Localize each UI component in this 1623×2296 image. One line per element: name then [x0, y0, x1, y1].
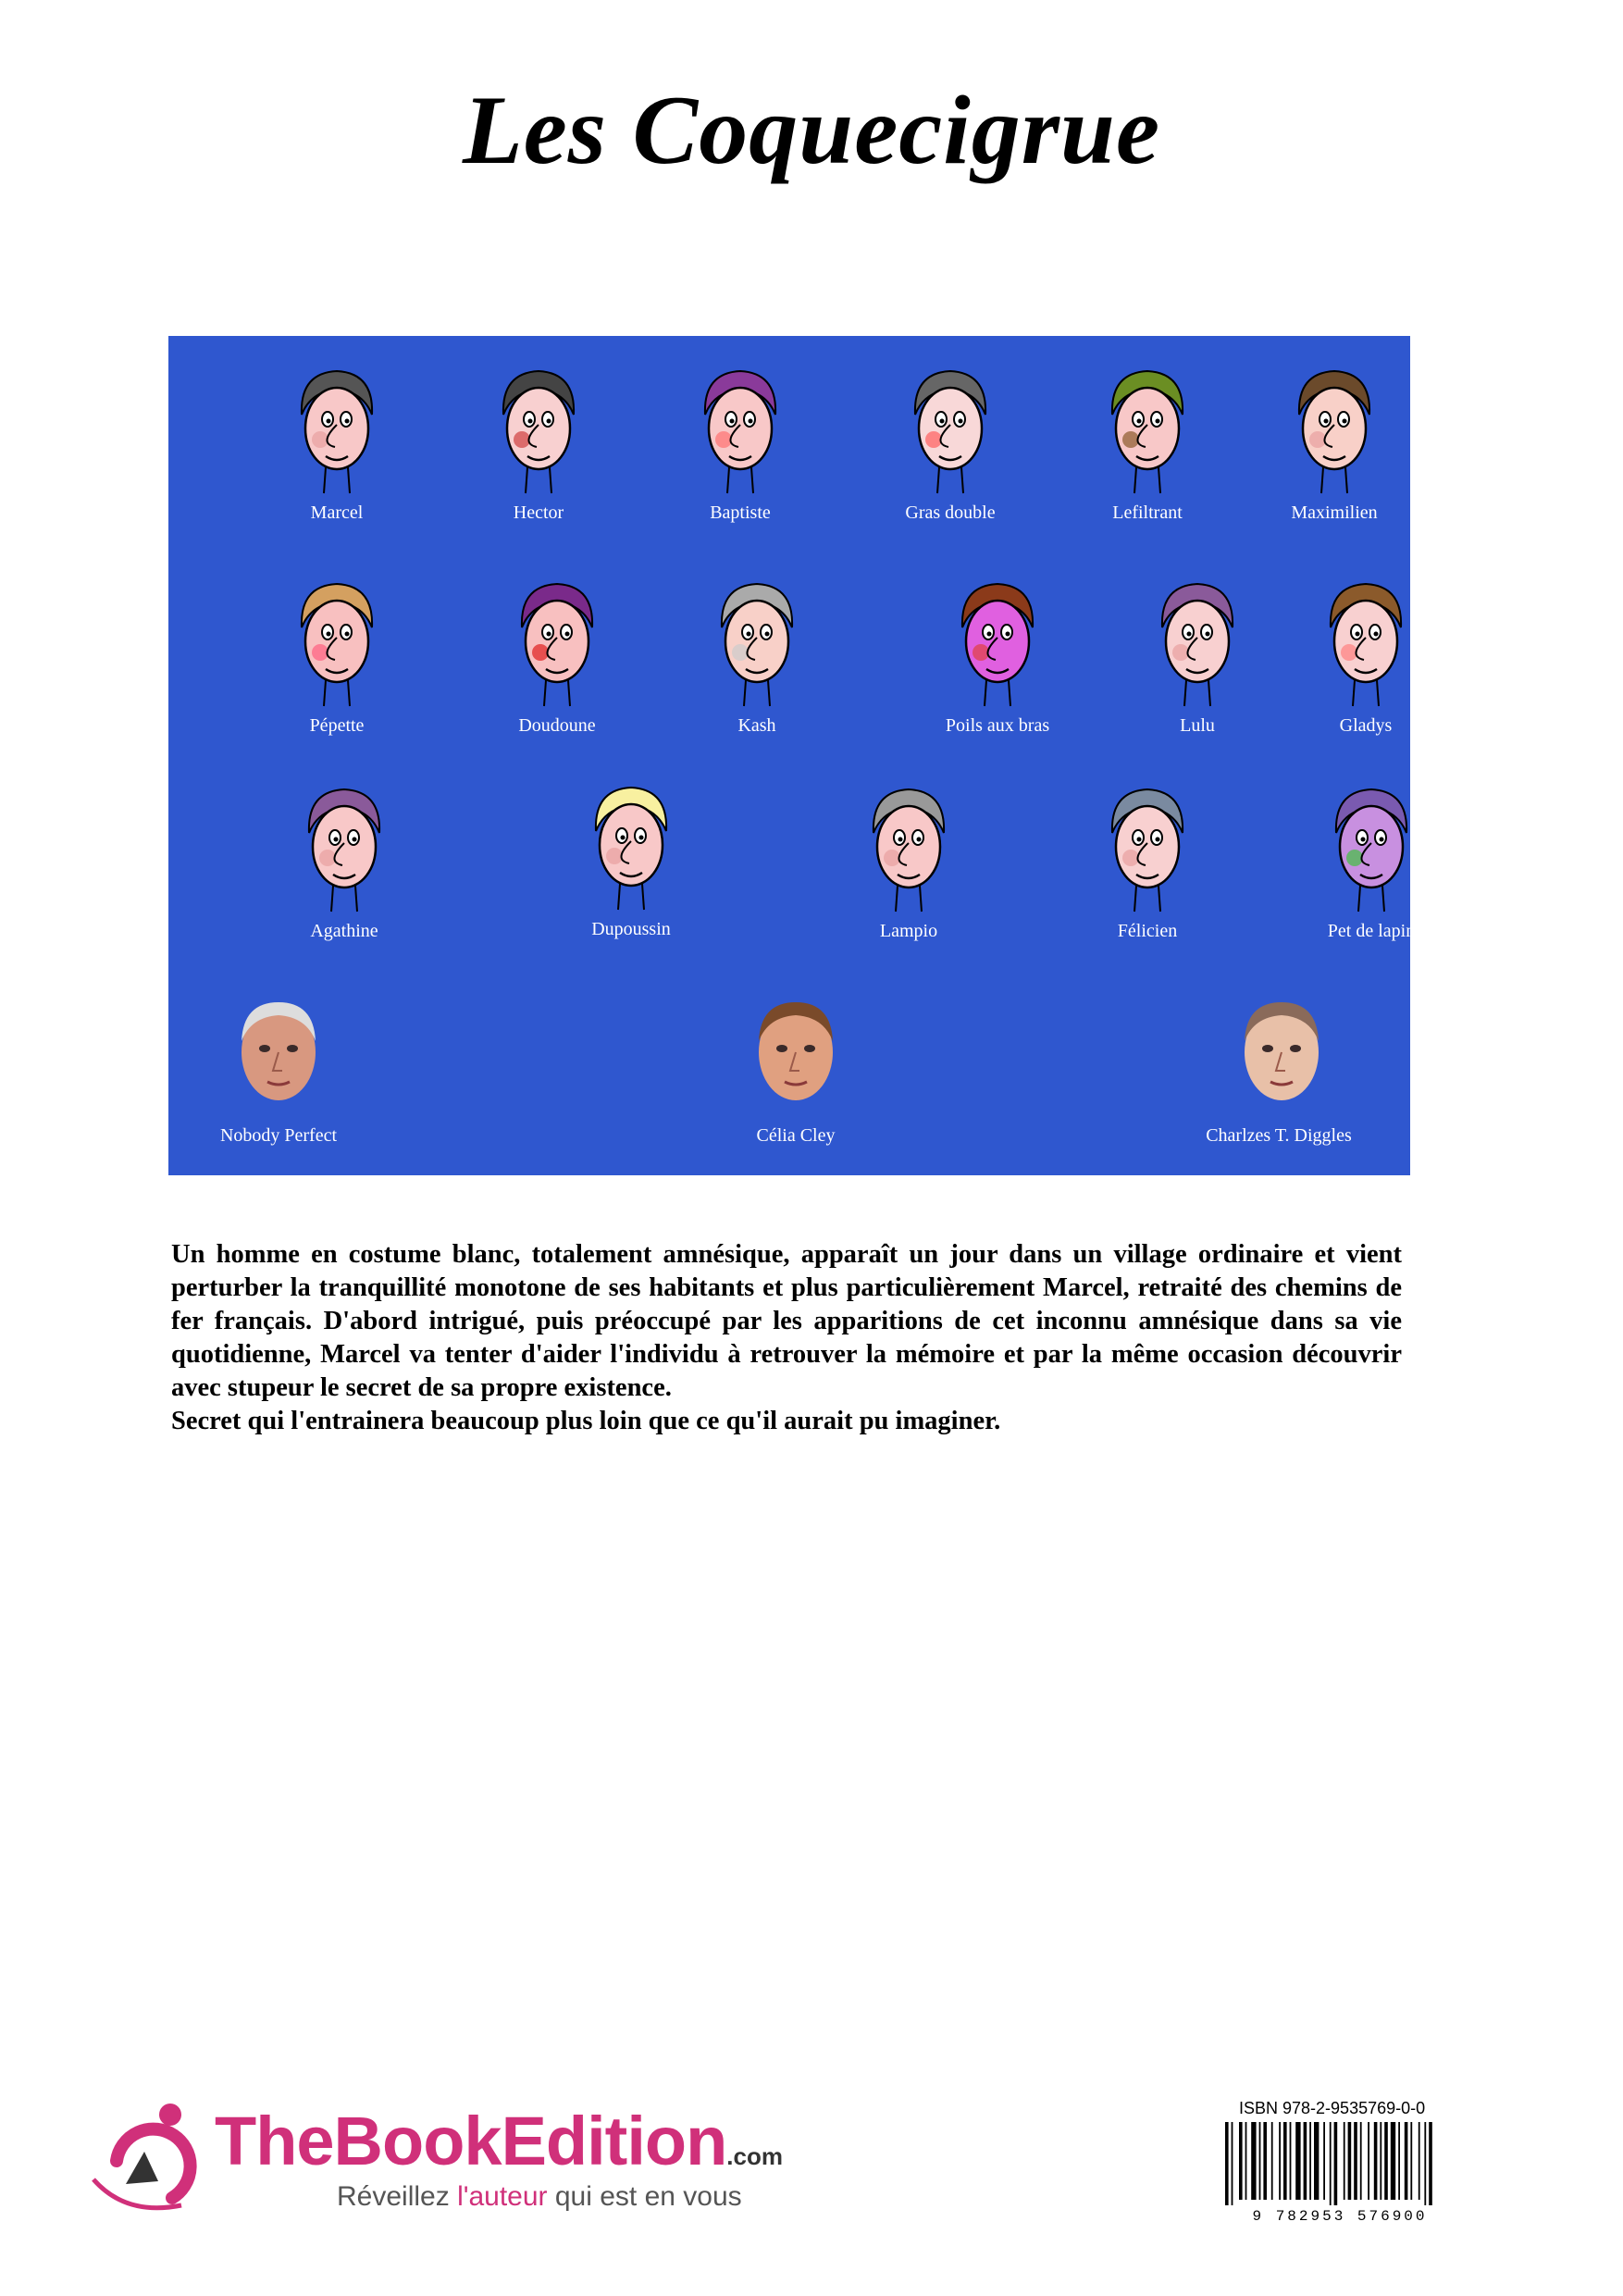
cheek-shape: [312, 644, 328, 661]
character-name: Gras double: [905, 503, 996, 523]
barcode-bar: [1295, 2122, 1300, 2200]
barcode-bar: [1398, 2122, 1400, 2200]
barcode-bar: [1348, 2122, 1352, 2200]
character-card: [905, 577, 1090, 762]
character-panel: [168, 336, 1416, 1175]
face-shape: [1340, 806, 1403, 887]
character-card: [816, 782, 1001, 967]
barcode-bar: [1309, 2122, 1311, 2200]
wordmark-part1: TheBook: [215, 2103, 502, 2179]
pupil-shape: [1356, 632, 1360, 637]
neck-shape: [544, 680, 570, 706]
character-name: Lulu: [1180, 715, 1215, 736]
publisher-emblem-icon: [89, 2096, 209, 2226]
author-card: [703, 986, 888, 1171]
character-name: Poils aux bras: [945, 715, 1050, 736]
neck-shape: [744, 680, 770, 706]
pupil-shape: [639, 836, 644, 840]
face-shape: [919, 388, 982, 469]
eye-shape: [804, 1045, 815, 1052]
pupil-shape: [547, 632, 551, 637]
author-photo: [1226, 986, 1337, 1120]
cheek-shape: [606, 848, 623, 864]
pupil-shape: [1137, 419, 1142, 424]
barcode-bar: [1271, 2122, 1273, 2200]
eye-shape: [1290, 1045, 1301, 1052]
character-portrait: [281, 577, 392, 711]
pupil-shape: [528, 419, 533, 424]
pupil-shape: [1137, 838, 1142, 842]
character-card: [1273, 577, 1458, 762]
barcode-bar: [1384, 2122, 1388, 2200]
barcode-bar: [1251, 2122, 1256, 2200]
tagline-accent: l'auteur: [457, 2181, 548, 2212]
pupil-shape: [1006, 632, 1010, 637]
neck-shape: [937, 467, 963, 493]
character-name: Agathine: [310, 921, 378, 941]
character-name: Hector: [513, 503, 564, 523]
barcode-bar: [1263, 2122, 1267, 2200]
pupil-shape: [1361, 838, 1366, 842]
author-name: Célia Cley: [756, 1125, 836, 1146]
face-shape: [1303, 388, 1366, 469]
barcode-bar: [1239, 2122, 1243, 2200]
character-card: [664, 577, 849, 762]
eye-shape: [1262, 1045, 1273, 1052]
barcode-bar: [1283, 2122, 1287, 2200]
character-portrait: [853, 782, 964, 916]
barcode-digits: 9 782953 576900: [1252, 2208, 1428, 2224]
barcode-bar: [1290, 2122, 1292, 2200]
cheek-shape: [1172, 644, 1189, 661]
cheek-shape: [514, 431, 530, 448]
character-portrait: [942, 577, 1053, 711]
pupil-shape: [334, 838, 339, 842]
pupil-shape: [353, 838, 357, 842]
neck-shape: [896, 886, 922, 912]
character-portrait: [1092, 782, 1203, 916]
character-card: [1279, 782, 1464, 967]
pupil-shape: [1374, 632, 1379, 637]
character-portrait: [1279, 364, 1390, 498]
pupil-shape: [1206, 632, 1210, 637]
barcode-bar: [1410, 2122, 1412, 2200]
character-portrait: [502, 577, 613, 711]
barcode-bar: [1374, 2122, 1378, 2200]
character-portrait: [483, 364, 594, 498]
pupil-shape: [917, 838, 922, 842]
barcode-bar: [1259, 2122, 1261, 2200]
character-portrait: [1310, 577, 1421, 711]
character-card: [244, 364, 429, 549]
cheek-shape: [312, 431, 328, 448]
cheek-shape: [319, 850, 336, 866]
cheek-shape: [1309, 431, 1326, 448]
eye-shape: [776, 1045, 787, 1052]
character-portrait: [281, 364, 392, 498]
character-card: [465, 577, 650, 762]
face-shape: [526, 601, 588, 682]
character-name: Marcel: [310, 503, 364, 523]
barcode-bar: [1368, 2122, 1369, 2200]
face-shape: [1116, 806, 1179, 887]
character-name: Lefiltrant: [1112, 503, 1183, 523]
cheek-shape: [1341, 644, 1357, 661]
cheek-shape: [732, 644, 749, 661]
barcode-bar: [1419, 2122, 1420, 2200]
face-shape: [1334, 601, 1397, 682]
pupil-shape: [730, 419, 735, 424]
author-name: Nobody Perfect: [219, 1125, 338, 1146]
pupil-shape: [940, 419, 945, 424]
pupil-shape: [1156, 419, 1160, 424]
pupil-shape: [1187, 632, 1192, 637]
pupil-shape: [765, 632, 770, 637]
barcode-bar: [1334, 2122, 1338, 2205]
cheek-shape: [973, 644, 989, 661]
barcode-bar: [1344, 2122, 1345, 2200]
barcode-bar: [1391, 2122, 1395, 2200]
face-shape: [600, 804, 663, 886]
author-photo: [740, 986, 851, 1120]
pupil-shape: [345, 632, 350, 637]
barcode-bar: [1304, 2122, 1307, 2200]
face-shape: [305, 388, 368, 469]
barcode-bar: [1360, 2122, 1362, 2200]
neck-shape: [526, 467, 551, 493]
face-shape: [305, 601, 368, 682]
face-shape: [1166, 601, 1229, 682]
character-name: Maximilien: [1291, 503, 1378, 523]
face-shape: [709, 388, 772, 469]
character-card: [1105, 577, 1290, 762]
barcode-bar: [1424, 2122, 1426, 2205]
barcode-bar: [1225, 2122, 1229, 2205]
pupil-shape: [1343, 419, 1347, 424]
character-portrait: [701, 577, 812, 711]
neck-shape: [618, 884, 644, 910]
character-portrait: [289, 782, 400, 916]
cheek-shape: [715, 431, 732, 448]
barcode-bar: [1354, 2122, 1357, 2200]
wordmark-part2: Edition: [501, 2103, 727, 2179]
summary-paragraph: Un homme en costume blanc, totalement amnésique, apparaît un jour dans un village ordinaire et vient perturber la tranquillité monotone de ses habitants et plus particulièrement Marcel, retraité des chemins de fer français. D'abord intrigué, puis préoccupé par les apparitions de cet inconnu amnésique dans sa vie quotidienne, Marcel va tenter d'aider l'individu à retrouver la mémoire et par la même occasion découvrir avec stupeur le secret de sa propre existence.: [171, 1240, 1402, 1402]
tagline-suffix: qui est en vous: [547, 2181, 742, 2212]
character-portrait: [685, 364, 796, 498]
neck-shape: [1134, 467, 1160, 493]
eye-shape: [287, 1045, 298, 1052]
author-card: [186, 986, 371, 1171]
character-name: Pet de lapin: [1327, 921, 1416, 941]
character-portrait: [576, 780, 687, 914]
pupil-shape: [621, 836, 626, 840]
pupil-shape: [1380, 838, 1384, 842]
character-portrait: [1316, 782, 1427, 916]
summary-closing: Secret qui l'entrainera beaucoup plus loin que ce qu'il aurait pu imaginer.: [171, 1407, 1001, 1435]
character-name: Dupoussin: [591, 919, 671, 939]
character-name: Lampio: [879, 921, 938, 941]
neck-shape: [1353, 680, 1379, 706]
barcode-icon: [1220, 2122, 1460, 2224]
tagline-prefix: Réveillez: [337, 2181, 458, 2212]
character-portrait: [1142, 577, 1253, 711]
back-cover-summary: [171, 1238, 1402, 1438]
pupil-shape: [1156, 838, 1160, 842]
barcode-bar: [1323, 2122, 1325, 2200]
character-name: Kash: [737, 715, 776, 736]
pupil-shape: [898, 838, 903, 842]
neck-shape: [331, 886, 357, 912]
face-shape: [507, 388, 570, 469]
pupil-shape: [987, 632, 992, 637]
barcode-bar: [1405, 2122, 1408, 2200]
cheek-shape: [1122, 850, 1139, 866]
face-shape: [877, 806, 940, 887]
wordmark-domain: .com: [726, 2142, 783, 2170]
character-name: Baptiste: [710, 503, 771, 523]
character-portrait: [1092, 364, 1203, 498]
pupil-shape: [747, 632, 751, 637]
barcode-bar: [1245, 2122, 1247, 2200]
author-name: Charlzes T. Diggles: [1206, 1125, 1352, 1146]
character-portrait: [895, 364, 1006, 498]
isbn-label: ISBN 978-2-9535769-0-0: [1239, 2099, 1426, 2117]
character-card: [244, 577, 429, 762]
barcode-bar: [1279, 2122, 1281, 2200]
face-shape: [313, 806, 376, 887]
character-name: Gladys: [1339, 715, 1393, 736]
neck-shape: [727, 467, 753, 493]
face-shape: [1116, 388, 1179, 469]
cheek-shape: [884, 850, 900, 866]
cheek-shape: [1122, 431, 1139, 448]
pupil-shape: [749, 419, 753, 424]
eye-shape: [259, 1045, 270, 1052]
neck-shape: [324, 680, 350, 706]
character-card: [1242, 364, 1427, 549]
neck-shape: [1358, 886, 1384, 912]
author-card: [1172, 986, 1385, 1171]
pupil-shape: [1324, 419, 1329, 424]
book-title: Les Coquecigrue: [463, 76, 1160, 184]
publisher-wordmark: [215, 2102, 783, 2180]
publisher-tagline: [337, 2181, 742, 2213]
character-card: [1055, 782, 1240, 967]
barcode-bar: [1380, 2122, 1381, 2200]
author-photo: [223, 986, 334, 1120]
character-name: Félicien: [1117, 921, 1178, 941]
neck-shape: [985, 680, 1010, 706]
pupil-shape: [327, 419, 331, 424]
publisher-logo: [89, 2096, 829, 2226]
character-card: [648, 364, 833, 549]
face-shape: [725, 601, 788, 682]
neck-shape: [1184, 680, 1210, 706]
cheek-shape: [1346, 850, 1363, 866]
barcode-bar: [1330, 2122, 1332, 2205]
character-card: [858, 364, 1043, 549]
neck-shape: [324, 467, 350, 493]
cheek-shape: [925, 431, 942, 448]
neck-shape: [1321, 467, 1347, 493]
face-shape: [966, 601, 1029, 682]
pupil-shape: [959, 419, 963, 424]
character-name: Doudoune: [518, 715, 596, 736]
pupil-shape: [345, 419, 350, 424]
character-card: [252, 782, 437, 967]
cheek-shape: [532, 644, 549, 661]
barcode-bar: [1314, 2122, 1319, 2200]
barcode-bar: [1232, 2122, 1233, 2205]
character-name: Pépette: [309, 715, 365, 736]
character-card: [1055, 364, 1240, 549]
pupil-shape: [327, 632, 331, 637]
neck-shape: [1134, 886, 1160, 912]
character-card: [539, 780, 724, 965]
barcode-bar: [1429, 2122, 1432, 2205]
pupil-shape: [565, 632, 570, 637]
pupil-shape: [547, 419, 551, 424]
character-card: [446, 364, 631, 549]
